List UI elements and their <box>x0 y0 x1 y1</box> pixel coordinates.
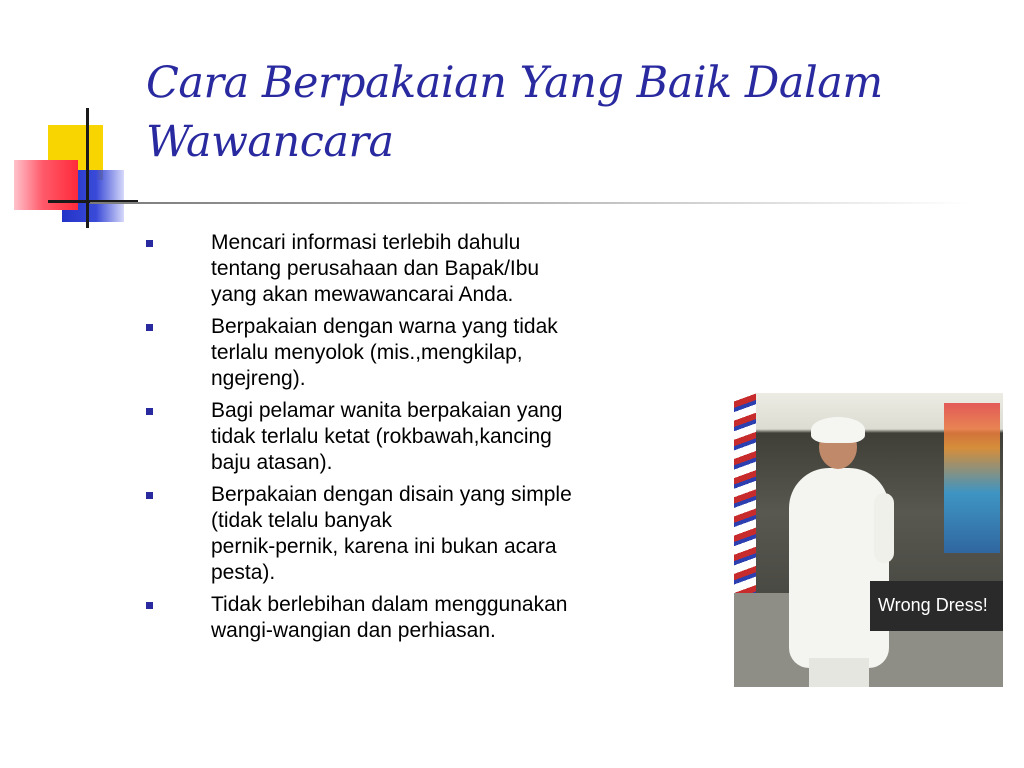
square-bullet-icon <box>146 408 153 415</box>
bullet-line: terlalu menyolok (mis.,mengkilap, <box>211 341 523 364</box>
bullet-list <box>146 230 686 650</box>
photo-caption: Wrong Dress! <box>878 595 988 615</box>
barber-pole <box>734 393 756 593</box>
square-bullet-icon <box>146 602 153 609</box>
wrong-dress-photo <box>734 393 1003 687</box>
bullet-line: baju atasan). <box>211 451 333 474</box>
title-line: Cara Berpakaian Yang Baik Dalam <box>146 58 883 108</box>
bullet-line: Berpakaian dengan disain yang simple <box>211 483 572 506</box>
slide-title <box>146 54 946 172</box>
bullet-line: tentang perusahaan dan Bapak/Ibu <box>211 257 540 280</box>
bullet-item <box>146 398 686 476</box>
bullet-item <box>146 314 686 392</box>
bullet-line: ngejreng). <box>211 367 306 390</box>
bullet-line: wangi-wangian dan perhiasan. <box>211 619 496 642</box>
bullet-item <box>146 592 686 644</box>
bullet-line: Berpakaian dengan warna yang tidak <box>211 315 558 338</box>
bullet-item <box>146 482 686 586</box>
bullet-line: Bagi pelamar wanita berpakaian yang <box>211 399 563 422</box>
man-in-wedding-dress <box>779 413 899 687</box>
square-bullet-icon <box>146 324 153 331</box>
bullet-line: Tidak berlebihan dalam menggunakan <box>211 593 568 616</box>
shop-signs <box>944 403 1000 553</box>
title-underline <box>90 202 970 204</box>
bullet-line: pesta). <box>211 561 276 584</box>
bullet-line: Mencari informasi terlebih dahulu <box>211 231 521 254</box>
legs <box>809 658 869 687</box>
veil <box>811 417 865 443</box>
bullet-item <box>146 230 686 308</box>
vertical-rule <box>86 108 89 228</box>
bullet-line: (tidak telalu banyak <box>211 509 392 532</box>
bullet-line: pernik-pernik, karena ini bukan acara <box>211 535 557 558</box>
square-bullet-icon <box>146 240 153 247</box>
square-bullet-icon <box>146 492 153 499</box>
arm <box>874 493 894 563</box>
title-line: Wawancara <box>146 117 394 167</box>
bullet-line: tidak terlalu ketat (rokbawah,kancing <box>211 425 552 448</box>
bullet-line: yang akan mewawancarai Anda. <box>211 283 514 306</box>
